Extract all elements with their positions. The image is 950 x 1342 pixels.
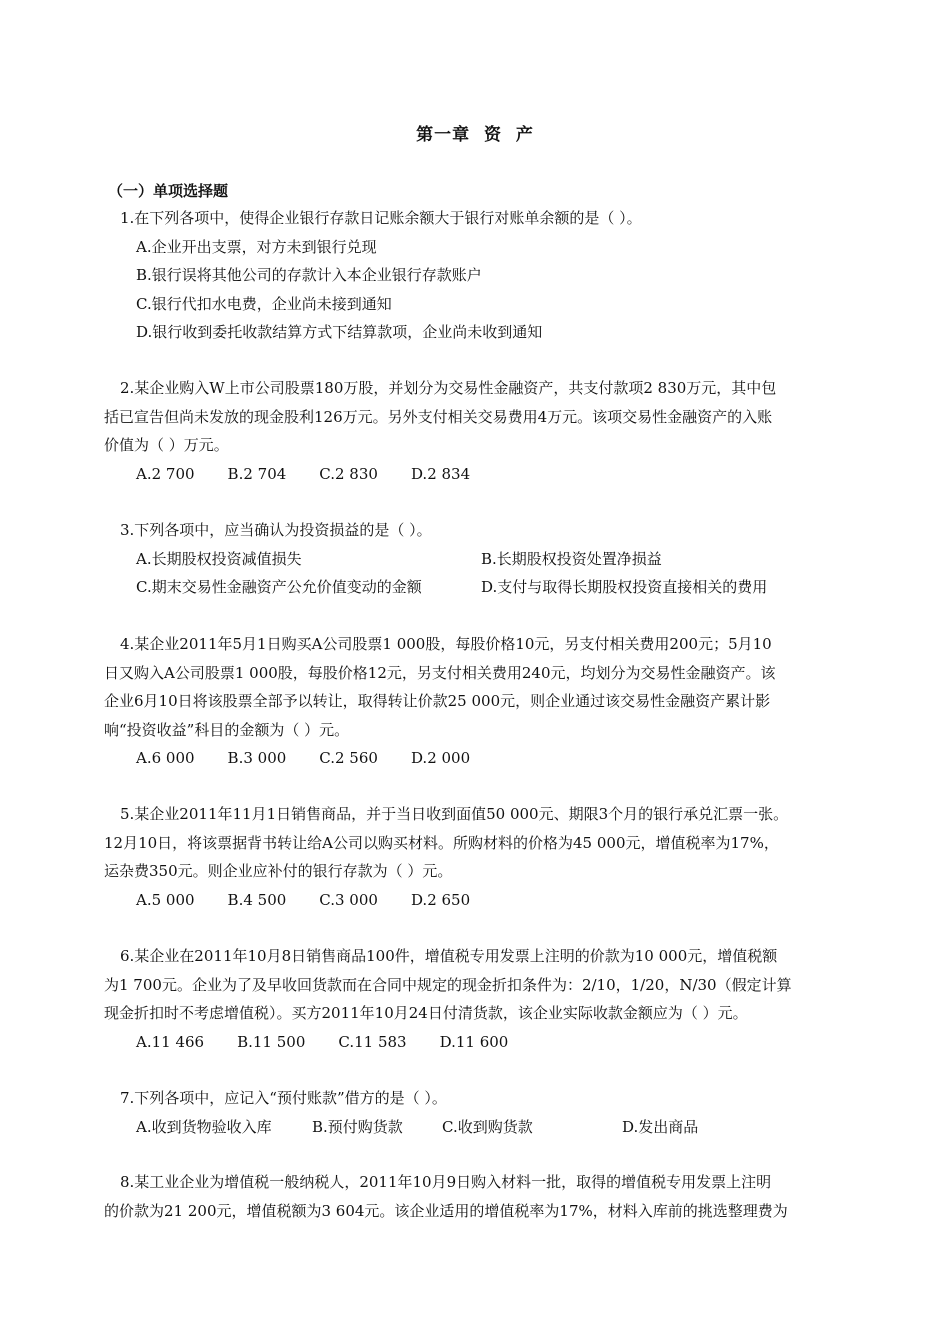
- option-d: D.11 600: [439, 1032, 509, 1051]
- options-row: [104, 1028, 844, 1057]
- section-heading: （一）单项选择题: [108, 182, 229, 200]
- option-c: C.收到购货款: [442, 1117, 533, 1136]
- option-c: C.3 000: [319, 890, 378, 909]
- chapter-title: 第一章 资 产: [416, 125, 534, 145]
- question-stem-line: 日又购入A公司股票1 000股，每股价格12元，另支付相关费用240元，均划分为交易性金融资产。该: [104, 663, 776, 682]
- question-stem-line: 价值为（ ）万元。: [104, 436, 229, 454]
- option-a: A.长期股权投资减值损失: [136, 549, 302, 568]
- question-stem-line: 响“投资收益”科目的金额为（ ）元。: [104, 720, 350, 739]
- question-stem-line: 括已宣告但尚未发放的现金股利126万元。另外支付相关交易费用4万元。该项交易性金融资产的入账: [104, 407, 773, 426]
- question-7: [104, 1084, 844, 1141]
- option-d: D.支付与取得长期股权投资直接相关的费用: [481, 578, 768, 596]
- question-stem: 3.下列各项中，应当确认为投资损益的是（ ）。: [120, 521, 432, 539]
- question-stem-line: 的价款为21 200元，增值税额为3 604元。该企业适用的增值税率为17%，材料入库前的挑选整理费为: [104, 1201, 788, 1220]
- question-stem-line: 6.某企业在2011年10月8日销售商品100件，增值税专用发票上注明的价款为10 000元，增值税额: [120, 947, 778, 965]
- question-2: [104, 374, 844, 488]
- options-row: [104, 573, 844, 602]
- question-stem: 1.在下列各项中，使得企业银行存款日记账余额大于银行对账单余额的是（ ）。: [120, 209, 642, 227]
- option-a: A.2 700: [136, 464, 195, 483]
- option-b: B.长期股权投资处置净损益: [481, 549, 662, 568]
- option-b: B.银行误将其他公司的存款计入本企业银行存款账户: [136, 266, 482, 284]
- option-d: D.2 834: [410, 464, 471, 483]
- option-a: A.6 000: [136, 749, 195, 767]
- option-d: D.银行收到委托收款结算方式下结算款项，企业尚未收到通知: [136, 323, 543, 341]
- option-d: D.2 650: [410, 890, 471, 909]
- option-d: D.2 000: [410, 749, 471, 767]
- question-stem-line: 现金折扣时不考虑增值税）。买方2011年10月24日付清货款，该企业实际收款金额应为（ ）元。: [104, 1004, 748, 1022]
- option-c: C.期末交易性金融资产公允价值变动的金额: [136, 578, 422, 596]
- option-a: A.11 466: [136, 1032, 205, 1051]
- question-6: [104, 942, 844, 1056]
- question-stem-line: 为1 700元。企业为了及早收回货款而在合同中规定的现金折扣条件为：2/10，1/20，N/30（假定计算: [104, 975, 792, 994]
- question-stem-line: 8.某工业企业为增值税一般纳税人，2011年10月9日购入材料一批，取得的增值税专用发票上注明: [120, 1173, 772, 1191]
- question-5: [104, 800, 844, 914]
- question-stem-line: 5.某企业2011年11月1日销售商品，并于当日收到面值50 000元、期限3个月的银行承兑汇票一张。: [120, 805, 789, 823]
- options-row: [104, 1113, 844, 1142]
- options-row: [104, 886, 844, 915]
- option-c: C.2 830: [319, 464, 378, 483]
- option-a: A.收到货物验收入库: [136, 1117, 272, 1136]
- question-4: [104, 630, 844, 773]
- option-a: A.企业开出支票，对方未到银行兑现: [136, 237, 377, 256]
- question-8: [104, 1168, 844, 1225]
- option-a: A.5 000: [136, 890, 195, 909]
- option-b: B.4 500: [227, 890, 287, 909]
- options-row: [104, 744, 844, 773]
- question-stem-line: 企业6月10日将该股票全部予以转让，取得转让价款25 000元，则企业通过该交易性金融资产累计影: [104, 692, 771, 710]
- option-c: C.11 583: [338, 1032, 407, 1051]
- question-stem-line: 2.某企业购入W上市公司股票180万股，并划分为交易性金融资产，共支付款项2 830万元，其中包: [120, 379, 777, 397]
- option-b: B.2 704: [227, 464, 287, 483]
- option-b: B.3 000: [227, 749, 287, 767]
- option-b: B.预付购货款: [312, 1117, 403, 1136]
- option-d: D.发出商品: [622, 1117, 699, 1136]
- question-stem-line: 4.某企业2011年5月1日购买A公司股票1 000股，每股价格10元，另支付相关费用200元；5月10: [120, 635, 772, 653]
- options-row: [104, 545, 844, 574]
- question-stem: 7.下列各项中，应记入“预付账款”借方的是（ ）。: [120, 1089, 447, 1107]
- question-stem-line: 12月10日，将该票据背书转让给A公司以购买材料。所购材料的价格为45 000元，增值税率为17%，: [104, 833, 779, 852]
- option-b: B.11 500: [237, 1032, 306, 1051]
- option-c: C.2 560: [319, 749, 378, 767]
- question-stem-line: 运杂费350元。则企业应补付的银行存款为（ ）元。: [104, 862, 453, 880]
- options-row: [104, 460, 844, 489]
- question-1: [104, 204, 844, 347]
- question-3: [104, 516, 844, 602]
- option-c: C.银行代扣水电费，企业尚未接到通知: [136, 294, 392, 313]
